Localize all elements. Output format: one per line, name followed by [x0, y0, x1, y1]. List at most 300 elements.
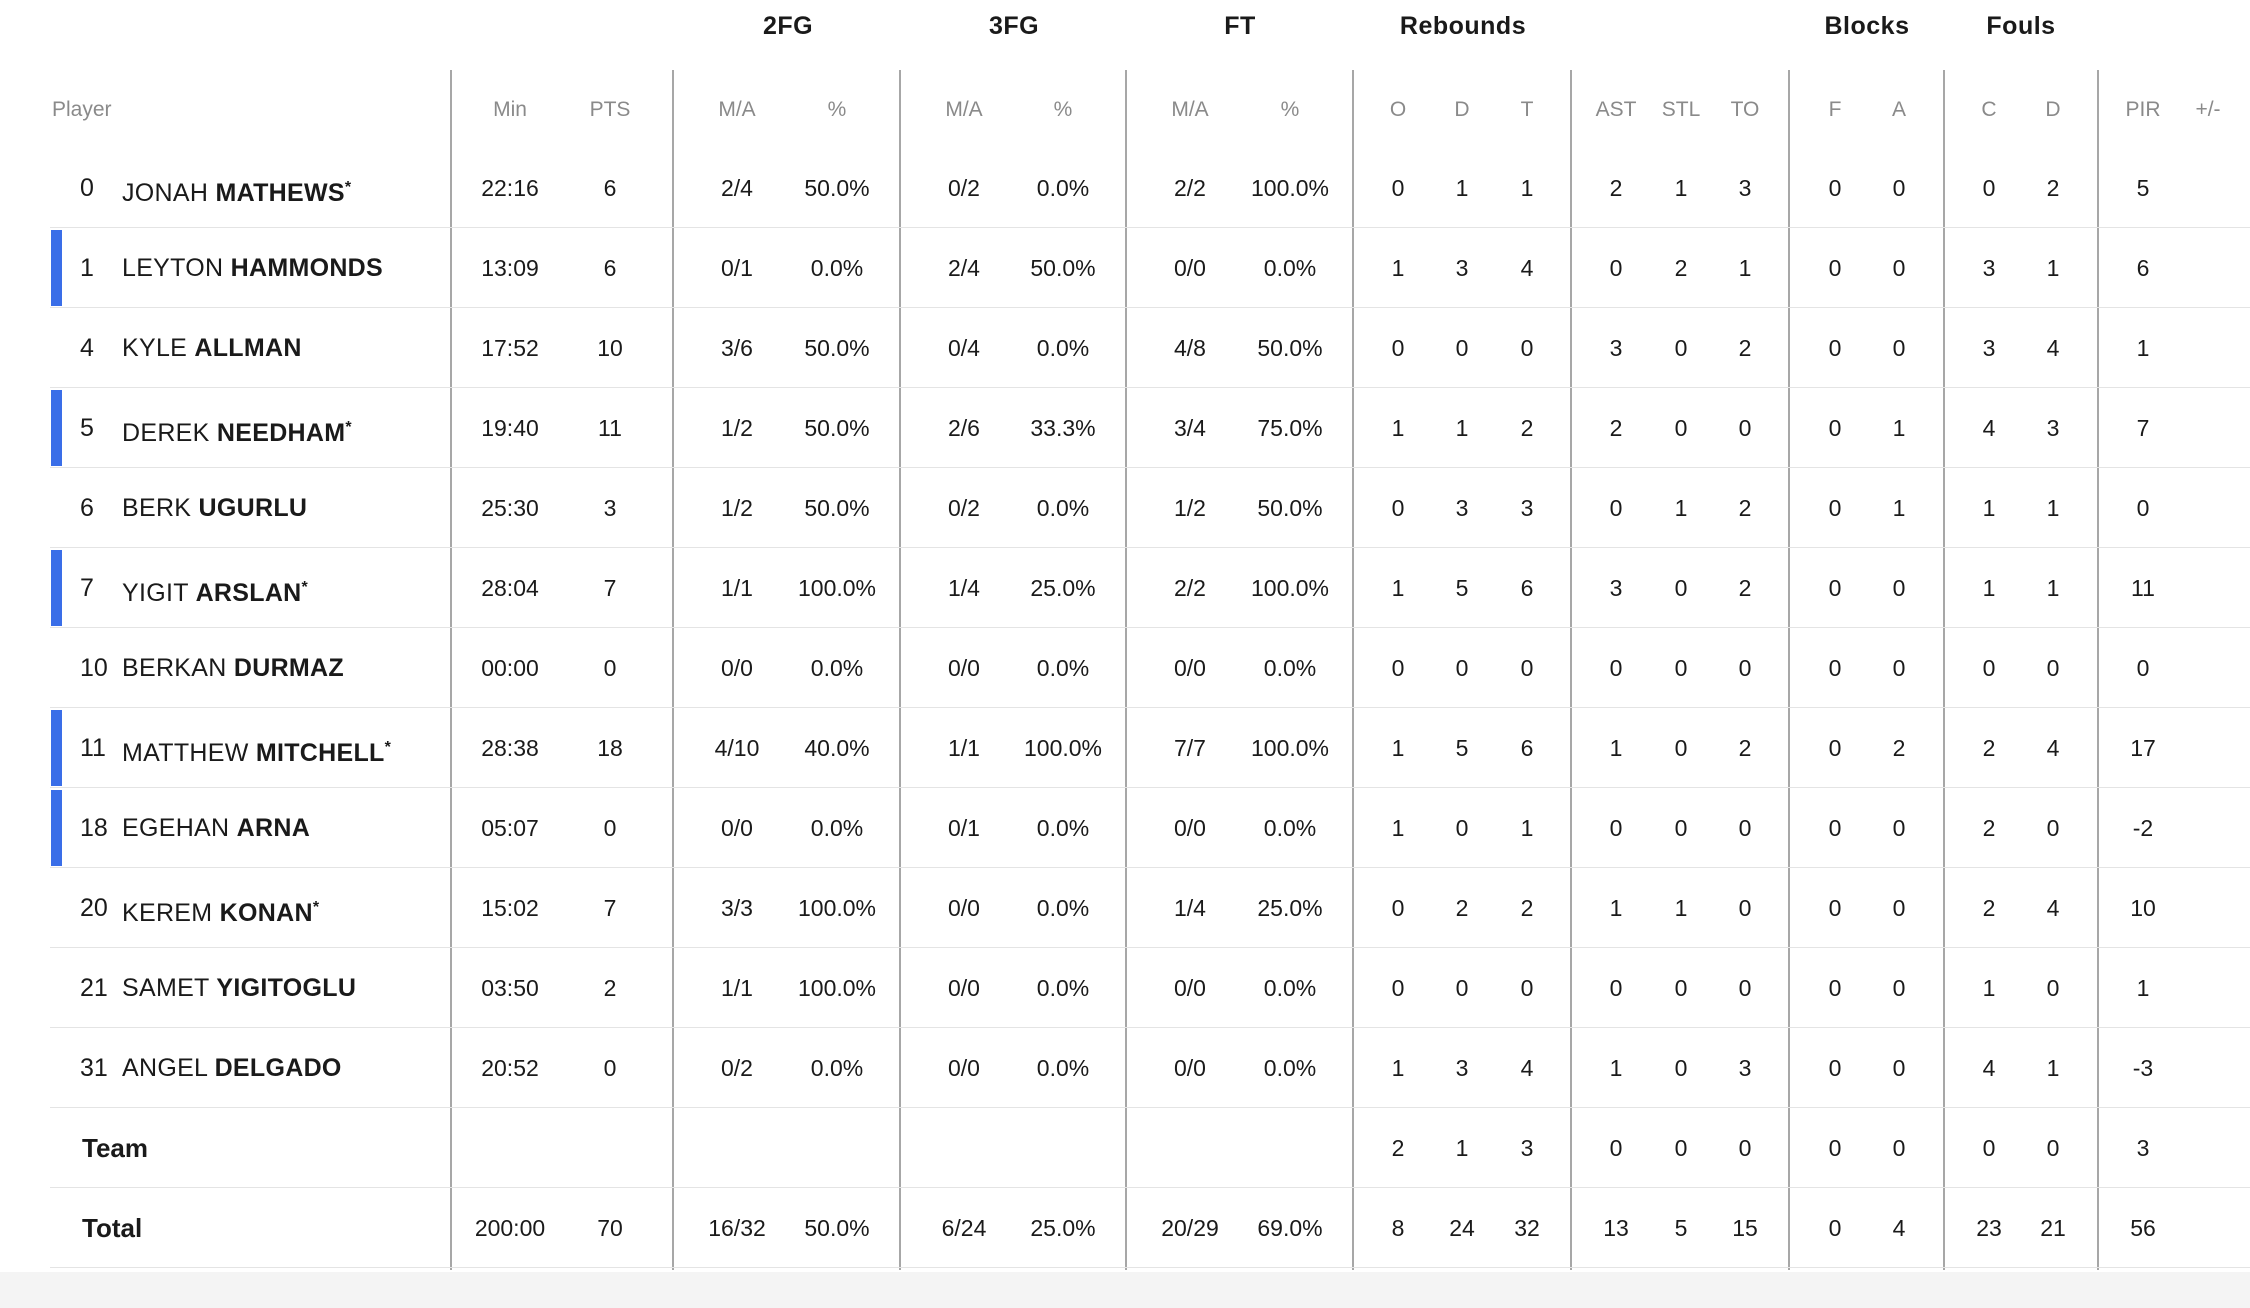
cell-fg2-ma: 1/1	[721, 975, 753, 1001]
cell-pts: 0	[603, 655, 617, 681]
cell-stl: 0	[1674, 815, 1688, 841]
group-header-3fg: 3FG	[988, 12, 1040, 40]
cell-fg2-pct: 100.0%	[797, 575, 876, 601]
cell-reb-d: 1	[1455, 415, 1469, 441]
header-fg3-ma[interactable]: M/A	[945, 98, 983, 121]
cell-reb-o: 1	[1391, 575, 1405, 601]
cell-ft-ma: 20/29	[1161, 1215, 1219, 1241]
on-court-marker	[51, 710, 62, 786]
player-first-name: SAMET	[122, 974, 217, 1002]
cell-blk-f: 0	[1828, 1135, 1842, 1161]
cell-blk-a: 1	[1892, 415, 1906, 441]
cell-reb-o: 1	[1391, 255, 1405, 281]
cell-reb-o: 0	[1391, 975, 1405, 1001]
cell-blk-a: 0	[1892, 975, 1906, 1001]
cell-fg2-ma: 0/0	[721, 815, 753, 841]
cell-pm	[2153, 708, 2250, 788]
player-last-name: DELGADO	[214, 1054, 342, 1082]
cell-stl: 0	[1674, 575, 1688, 601]
cell-ft-ma: 1/2	[1174, 495, 1206, 521]
row-separator	[50, 1267, 2250, 1268]
player-number: 0	[80, 174, 94, 202]
cell-to: 0	[1738, 975, 1752, 1001]
cell-foul-d: 1	[2046, 495, 2060, 521]
cell-reb-o: 0	[1391, 655, 1405, 681]
cell-ft-pct: 75.0%	[1257, 415, 1323, 441]
cell-pir: -3	[2132, 1055, 2154, 1081]
cell-ft-ma: 3/4	[1174, 415, 1206, 441]
cell-fg2-pct: 50.0%	[804, 175, 870, 201]
cell-fg2-ma	[682, 1108, 792, 1188]
cell-reb-t: 1	[1520, 815, 1534, 841]
group-header-rebounds: Rebounds	[1399, 12, 1527, 40]
cell-foul-d: 2	[2046, 175, 2060, 201]
player-last-name: NEEDHAM	[216, 419, 346, 447]
cell-blk-a: 0	[1892, 255, 1906, 281]
cell-ft-pct: 0.0%	[1263, 815, 1317, 841]
cell-reb-t: 6	[1520, 735, 1534, 761]
cell-min: 13:09	[481, 255, 539, 281]
header-to[interactable]: TO	[1730, 98, 1760, 121]
cell-blk-f: 0	[1828, 1055, 1842, 1081]
player-row[interactable]	[0, 308, 2250, 388]
cell-pts: 0	[603, 1055, 617, 1081]
cell-ft-pct: 100.0%	[1250, 175, 1329, 201]
cell-fg3-ma: 0/0	[948, 1055, 980, 1081]
group-header-fouls: Fouls	[1986, 12, 2056, 40]
total-row-label: Total	[82, 1213, 143, 1243]
cell-fg2-pct: 50.0%	[804, 415, 870, 441]
cell-to: 0	[1738, 415, 1752, 441]
header-foul-d[interactable]: D	[2045, 98, 2061, 121]
cell-blk-a: 0	[1892, 895, 1906, 921]
cell-foul-c: 2	[1982, 735, 1996, 761]
cell-ast: 13	[1603, 1215, 1629, 1241]
cell-blk-a: 0	[1892, 175, 1906, 201]
starter-asterisk-icon: *	[344, 179, 352, 196]
cell-stl: 2	[1674, 255, 1688, 281]
player-name-link[interactable]	[122, 548, 308, 628]
cell-to: 3	[1738, 175, 1752, 201]
cell-fg2-pct: 40.0%	[804, 735, 870, 761]
cell-foul-d: 0	[2046, 815, 2060, 841]
cell-reb-t: 0	[1520, 335, 1534, 361]
cell-fg2-ma: 3/6	[721, 335, 753, 361]
cell-fg2-pct: 50.0%	[804, 1215, 870, 1241]
cell-pm	[2153, 308, 2250, 388]
cell-pts: 70	[597, 1215, 623, 1241]
cell-pm	[2153, 1188, 2250, 1268]
player-last-name: ALLMAN	[194, 334, 302, 362]
cell-fg3-ma: 2/4	[948, 255, 980, 281]
header-fg3-pct[interactable]: %	[1053, 98, 1073, 121]
player-number: 10	[80, 654, 108, 682]
cell-ft-ma: 0/0	[1174, 655, 1206, 681]
player-first-name: KYLE	[122, 334, 195, 362]
cell-fg2-pct: 0.0%	[810, 815, 864, 841]
cell-pir: 5	[2136, 175, 2150, 201]
header-ft-ma[interactable]: M/A	[1171, 98, 1209, 121]
player-name-link[interactable]	[122, 708, 391, 788]
cell-pir: 1	[2136, 335, 2150, 361]
cell-ast: 0	[1609, 815, 1623, 841]
cell-blk-f: 0	[1828, 815, 1842, 841]
cell-blk-a: 4	[1892, 1215, 1906, 1241]
player-name-link[interactable]	[122, 388, 352, 468]
cell-reb-t: 3	[1520, 495, 1534, 521]
cell-ft-pct: 25.0%	[1257, 895, 1323, 921]
player-last-name: KONAN	[219, 899, 313, 927]
cell-reb-d: 3	[1455, 255, 1469, 281]
header-player[interactable]: Player	[52, 98, 112, 121]
player-name-link[interactable]	[122, 148, 351, 228]
cell-fg2-ma: 3/3	[721, 895, 753, 921]
cell-reb-d: 5	[1455, 575, 1469, 601]
cell-fg2-pct: 100.0%	[797, 975, 876, 1001]
cell-blk-a: 1	[1892, 495, 1906, 521]
cell-foul-d: 21	[2040, 1215, 2066, 1241]
cell-foul-c: 3	[1982, 335, 1996, 361]
player-row[interactable]	[0, 948, 2250, 1028]
cell-fg3-pct: 0.0%	[1036, 175, 1090, 201]
cell-ast: 3	[1609, 335, 1623, 361]
cell-foul-c: 4	[1982, 1055, 1996, 1081]
player-name-link[interactable]	[122, 628, 344, 708]
cell-foul-d: 1	[2046, 1055, 2060, 1081]
cell-fg2-ma: 16/32	[708, 1215, 766, 1241]
header-blk-f[interactable]: F	[1828, 98, 1842, 121]
team-row	[0, 1108, 2250, 1188]
cell-fg2-pct: 50.0%	[804, 335, 870, 361]
cell-stl: 1	[1674, 495, 1688, 521]
cell-fg3-pct: 0.0%	[1036, 975, 1090, 1001]
cell-fg3-ma: 0/2	[948, 175, 980, 201]
cell-pm	[2153, 388, 2250, 468]
player-row[interactable]	[0, 388, 2250, 468]
cell-ast: 3	[1609, 575, 1623, 601]
cell-pir: 0	[2136, 655, 2150, 681]
player-number: 21	[80, 974, 108, 1002]
player-name-link[interactable]	[122, 948, 356, 1028]
cell-ast: 1	[1609, 895, 1623, 921]
cell-pir: 11	[2131, 575, 2155, 601]
cell-reb-t: 1	[1520, 175, 1534, 201]
cell-ft-pct: 100.0%	[1250, 735, 1329, 761]
cell-fg3-ma: 0/0	[948, 655, 980, 681]
cell-fg3-pct: 0.0%	[1036, 495, 1090, 521]
cell-min: 200:00	[474, 1215, 546, 1241]
cell-to: 2	[1738, 335, 1752, 361]
cell-pts: 7	[603, 895, 617, 921]
cell-pm	[2153, 948, 2250, 1028]
player-last-name: MITCHELL	[255, 739, 385, 767]
player-row[interactable]	[0, 628, 2250, 708]
player-row[interactable]	[0, 868, 2250, 948]
player-first-name: BERK	[122, 494, 199, 522]
cell-reb-t: 3	[1520, 1135, 1534, 1161]
cell-pm	[2153, 548, 2250, 628]
player-row[interactable]	[0, 148, 2250, 228]
cell-pm	[2153, 788, 2250, 868]
cell-fg3-pct: 0.0%	[1036, 815, 1090, 841]
cell-reb-d: 24	[1449, 1215, 1475, 1241]
player-number: 1	[80, 254, 94, 282]
cell-to: 0	[1738, 815, 1752, 841]
cell-foul-c: 0	[1982, 655, 1996, 681]
cell-to: 2	[1738, 495, 1752, 521]
player-number: 20	[80, 894, 108, 922]
cell-fg3-ma: 0/0	[948, 975, 980, 1001]
cell-blk-f: 0	[1828, 495, 1842, 521]
cell-reb-o: 8	[1391, 1215, 1405, 1241]
cell-to: 15	[1732, 1215, 1758, 1241]
cell-ast: 1	[1609, 735, 1623, 761]
player-first-name: EGEHAN	[122, 814, 237, 842]
cell-fg3-ma: 0/4	[948, 335, 980, 361]
cell-fg3-pct: 0.0%	[1036, 335, 1090, 361]
cell-to: 0	[1738, 895, 1752, 921]
player-number: 7	[80, 574, 94, 602]
player-last-name: MATHEWS	[215, 179, 345, 207]
header-blk-a[interactable]: A	[1891, 98, 1906, 121]
cell-fg3-pct: 25.0%	[1030, 1215, 1096, 1241]
cell-ast: 2	[1609, 175, 1623, 201]
cell-ft-pct	[1235, 1108, 1345, 1188]
cell-stl: 0	[1674, 1055, 1688, 1081]
cell-fg2-ma: 0/2	[721, 1055, 753, 1081]
cell-fg2-pct: 100.0%	[797, 895, 876, 921]
cell-reb-t: 6	[1520, 575, 1534, 601]
cell-blk-a: 0	[1892, 575, 1906, 601]
player-name-link[interactable]	[122, 788, 310, 868]
cell-blk-a: 0	[1892, 1055, 1906, 1081]
cell-ft-ma: 0/0	[1174, 975, 1206, 1001]
cell-ft-pct: 0.0%	[1263, 255, 1317, 281]
player-row[interactable]	[0, 1028, 2250, 1108]
cell-fg2-pct	[782, 1108, 892, 1188]
cell-fg3-ma: 1/4	[948, 575, 980, 601]
player-last-name: ARSLAN	[195, 579, 302, 607]
cell-reb-d: 5	[1455, 735, 1469, 761]
player-name-link[interactable]	[122, 228, 383, 308]
player-last-name: ARNA	[236, 814, 311, 842]
cell-reb-d: 0	[1455, 815, 1469, 841]
cell-ft-ma: 7/7	[1174, 735, 1206, 761]
cell-stl: 0	[1674, 415, 1688, 441]
header-reb-o[interactable]: O	[1389, 98, 1407, 121]
player-first-name: MATTHEW	[122, 739, 256, 767]
cell-stl: 0	[1674, 335, 1688, 361]
cell-min: 28:38	[481, 735, 539, 761]
cell-ft-pct: 0.0%	[1263, 975, 1317, 1001]
cell-fg2-ma: 4/10	[714, 735, 760, 761]
cell-fg2-pct: 50.0%	[804, 495, 870, 521]
cell-reb-o: 1	[1391, 415, 1405, 441]
player-first-name: LEYTON	[122, 254, 231, 282]
player-first-name: JONAH	[122, 179, 216, 207]
player-name-link[interactable]	[122, 868, 319, 948]
player-first-name: YIGIT	[122, 579, 196, 607]
player-number: 4	[80, 334, 94, 362]
player-name-link[interactable]	[122, 308, 302, 388]
cell-blk-f: 0	[1828, 655, 1842, 681]
cell-reb-d: 1	[1455, 175, 1469, 201]
header-pts[interactable]: PTS	[589, 98, 631, 121]
page-footer-strip	[0, 1272, 2250, 1308]
cell-pir: 17	[2130, 735, 2156, 761]
cell-blk-a: 0	[1892, 1135, 1906, 1161]
cell-pm	[2153, 628, 2250, 708]
cell-ft-pct: 69.0%	[1257, 1215, 1323, 1241]
cell-ft-pct: 50.0%	[1257, 495, 1323, 521]
cell-fg2-ma: 1/2	[721, 495, 753, 521]
cell-foul-c: 2	[1982, 815, 1996, 841]
header-ast[interactable]: AST	[1595, 98, 1637, 121]
cell-pir: 0	[2136, 495, 2150, 521]
cell-pts: 3	[603, 495, 617, 521]
cell-fg3-pct	[1008, 1108, 1118, 1188]
cell-min: 25:30	[481, 495, 539, 521]
cell-foul-d: 0	[2046, 1135, 2060, 1161]
cell-foul-c: 4	[1982, 415, 1996, 441]
cell-foul-d: 0	[2046, 655, 2060, 681]
header-stl[interactable]: STL	[1661, 98, 1701, 121]
cell-fg3-ma: 0/1	[948, 815, 980, 841]
cell-fg2-pct: 0.0%	[810, 255, 864, 281]
cell-blk-f: 0	[1828, 575, 1842, 601]
cell-fg2-pct: 0.0%	[810, 1055, 864, 1081]
cell-stl: 0	[1674, 975, 1688, 1001]
cell-blk-a: 0	[1892, 335, 1906, 361]
player-last-name: DURMAZ	[233, 654, 344, 682]
cell-fg3-pct: 0.0%	[1036, 1055, 1090, 1081]
cell-ft-pct: 50.0%	[1257, 335, 1323, 361]
cell-pm	[2153, 228, 2250, 308]
on-court-marker	[51, 390, 62, 466]
player-row[interactable]	[0, 548, 2250, 628]
cell-ft-ma: 0/0	[1174, 1055, 1206, 1081]
cell-foul-c: 23	[1976, 1215, 2002, 1241]
cell-foul-d: 4	[2046, 895, 2060, 921]
cell-ft-ma	[1135, 1108, 1245, 1188]
cell-reb-d: 3	[1455, 495, 1469, 521]
player-number: 5	[80, 414, 94, 442]
cell-fg3-pct: 0.0%	[1036, 655, 1090, 681]
cell-stl: 0	[1674, 1135, 1688, 1161]
cell-reb-t: 4	[1520, 1055, 1534, 1081]
cell-pts: 7	[603, 575, 617, 601]
player-name-link[interactable]	[122, 468, 307, 548]
cell-fg2-ma: 0/0	[721, 655, 753, 681]
player-number: 6	[80, 494, 94, 522]
cell-reb-d: 1	[1455, 1135, 1469, 1161]
cell-foul-d: 3	[2046, 415, 2060, 441]
cell-pir: 6	[2136, 255, 2150, 281]
cell-ft-pct: 100.0%	[1250, 575, 1329, 601]
cell-pts: 6	[603, 175, 617, 201]
cell-fg3-ma	[909, 1108, 1019, 1188]
cell-blk-f: 0	[1828, 735, 1842, 761]
cell-min: 28:04	[481, 575, 539, 601]
cell-pm	[2153, 1108, 2250, 1188]
player-last-name: HAMMONDS	[230, 254, 384, 282]
cell-reb-o: 1	[1391, 1055, 1405, 1081]
header-min[interactable]: Min	[493, 98, 527, 121]
player-row[interactable]	[0, 468, 2250, 548]
header-pir[interactable]: PIR	[2125, 98, 2161, 121]
player-last-name: UGURLU	[198, 494, 308, 522]
header-foul-c[interactable]: C	[1981, 98, 1997, 121]
cell-stl: 0	[1674, 655, 1688, 681]
header-reb-d[interactable]: D	[1454, 98, 1470, 121]
player-row[interactable]	[0, 788, 2250, 868]
cell-blk-f: 0	[1828, 975, 1842, 1001]
cell-reb-t: 0	[1520, 655, 1534, 681]
cell-fg3-ma: 0/0	[948, 895, 980, 921]
cell-foul-c: 0	[1982, 1135, 1996, 1161]
cell-foul-c: 2	[1982, 895, 1996, 921]
cell-fg2-ma: 0/1	[721, 255, 753, 281]
cell-ast: 2	[1609, 415, 1623, 441]
on-court-marker	[51, 230, 62, 306]
cell-ft-ma: 4/8	[1174, 335, 1206, 361]
cell-reb-d: 0	[1455, 335, 1469, 361]
player-row[interactable]	[0, 228, 2250, 308]
cell-pts: 18	[597, 735, 623, 761]
cell-pir: 1	[2136, 975, 2150, 1001]
cell-reb-t: 2	[1520, 895, 1534, 921]
cell-foul-c: 0	[1982, 175, 1996, 201]
cell-blk-a: 2	[1892, 735, 1906, 761]
cell-min: 00:00	[481, 655, 539, 681]
cell-ast: 0	[1609, 1135, 1623, 1161]
cell-reb-d: 3	[1455, 1055, 1469, 1081]
player-number: 11	[80, 734, 106, 762]
header-fg2-pct[interactable]: %	[827, 98, 847, 121]
player-first-name: BERKAN	[122, 654, 234, 682]
cell-blk-f: 0	[1828, 175, 1842, 201]
cell-ft-pct: 0.0%	[1263, 655, 1317, 681]
cell-reb-o: 0	[1391, 895, 1405, 921]
player-name-link[interactable]	[122, 1028, 342, 1108]
cell-fg3-pct: 100.0%	[1023, 735, 1102, 761]
cell-reb-d: 2	[1455, 895, 1469, 921]
player-first-name: KEREM	[122, 899, 220, 927]
cell-foul-d: 4	[2046, 335, 2060, 361]
cell-ast: 0	[1609, 255, 1623, 281]
cell-ft-ma: 2/2	[1174, 175, 1206, 201]
cell-ft-pct: 0.0%	[1263, 1055, 1317, 1081]
header-reb-t[interactable]: T	[1520, 98, 1534, 121]
header-pm[interactable]: +/-	[2195, 98, 2221, 121]
cell-reb-t: 2	[1520, 415, 1534, 441]
cell-pir: 56	[2130, 1215, 2156, 1241]
header-ft-pct[interactable]: %	[1280, 98, 1300, 121]
cell-ast: 0	[1609, 655, 1623, 681]
header-fg2-ma[interactable]: M/A	[718, 98, 756, 121]
cell-fg2-ma: 1/2	[721, 415, 753, 441]
player-number: 18	[80, 814, 108, 842]
cell-pir: 10	[2130, 895, 2156, 921]
cell-to: 3	[1738, 1055, 1752, 1081]
cell-fg3-pct: 50.0%	[1030, 255, 1096, 281]
cell-to: 0	[1738, 1135, 1752, 1161]
cell-ft-ma: 0/0	[1174, 255, 1206, 281]
cell-stl: 1	[1674, 895, 1688, 921]
player-row[interactable]	[0, 708, 2250, 788]
cell-to: 2	[1738, 575, 1752, 601]
cell-fg3-ma: 1/1	[948, 735, 980, 761]
